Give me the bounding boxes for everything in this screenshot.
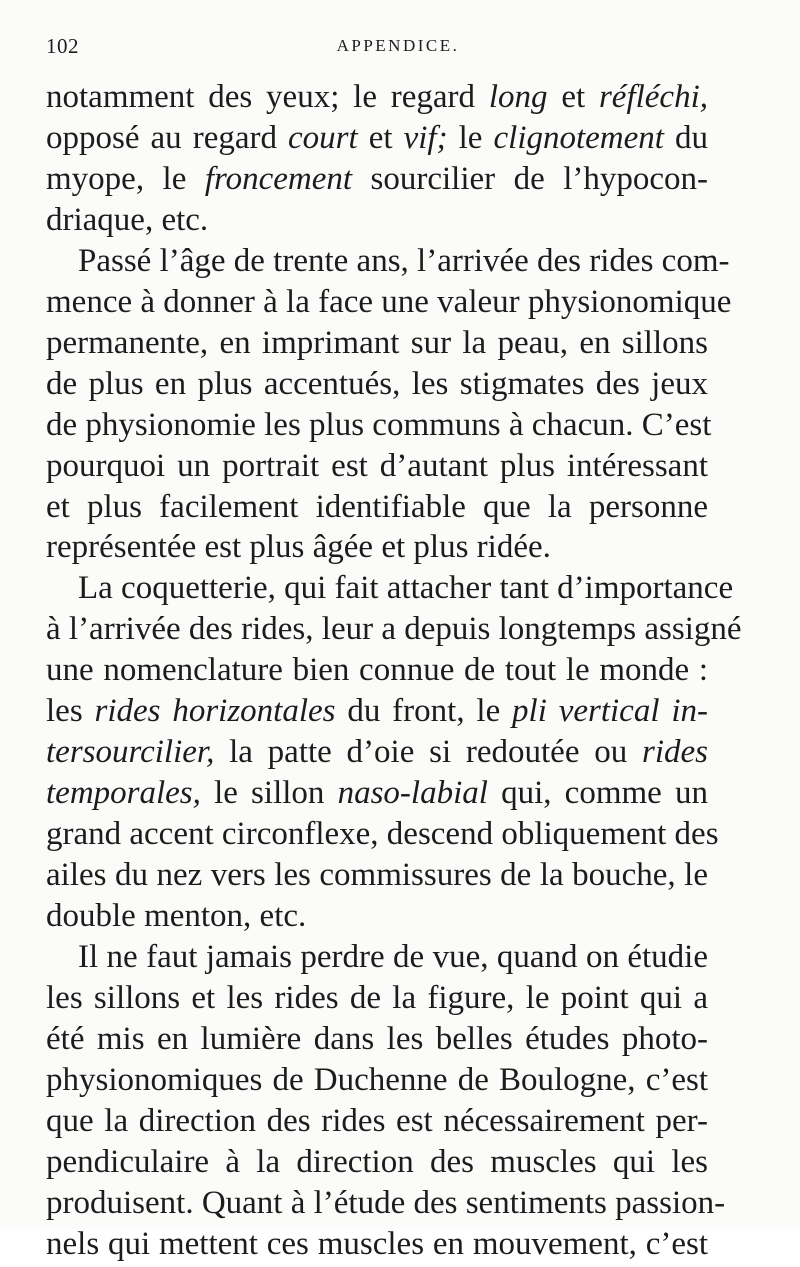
text-run: produisent. Quant à l’étude des sentiments passion- xyxy=(46,1184,726,1221)
text-run: pendiculaire à la direction des muscles qui les xyxy=(46,1143,708,1180)
text-line xyxy=(78,565,734,611)
text-run: le xyxy=(447,119,494,156)
text-line xyxy=(46,74,708,120)
text-run: du xyxy=(663,119,708,156)
text-line xyxy=(46,770,708,816)
text-run: les xyxy=(46,693,95,730)
running-head xyxy=(46,30,710,60)
text-line xyxy=(46,606,742,652)
italic-text: vif; xyxy=(403,119,448,156)
text-line xyxy=(46,115,708,161)
text-run: une nomenclature bien connue de tout le monde : xyxy=(46,652,708,689)
text-line xyxy=(78,934,708,980)
text-run: permanente, en imprimant sur la peau, en sillons xyxy=(46,324,708,361)
italic-text: naso-labial xyxy=(337,775,488,812)
text-run: driaque, etc. xyxy=(46,201,209,238)
italic-text: froncement xyxy=(204,160,353,197)
text-run: ailes du nez vers les commissures de la bouche, le xyxy=(46,857,708,894)
text-run: physionomiques de Duchenne de Boulogne, c’est xyxy=(46,1061,708,1098)
text-run: et plus facilement identifiable que la personne xyxy=(46,488,708,525)
page-number: 102 xyxy=(46,34,79,58)
text-line xyxy=(46,1221,708,1267)
text-line xyxy=(46,852,708,898)
text-line xyxy=(46,647,708,693)
text-line xyxy=(46,320,708,366)
text-line xyxy=(46,524,708,570)
text-line xyxy=(46,1098,708,1144)
text-line xyxy=(46,975,708,1021)
text-line xyxy=(46,893,708,939)
text-run: les sillons et les rides de la figure, le point qui a xyxy=(46,979,708,1016)
italic-text: clignotement xyxy=(493,119,664,156)
italic-text: rides horizontales xyxy=(94,693,336,730)
text-run: et xyxy=(547,79,599,115)
text-run: notamment des yeux; le regard xyxy=(46,79,489,115)
text-run: à l’arrivée des rides, leur a depuis longtemps assigné xyxy=(46,611,742,648)
italic-text: court xyxy=(288,119,358,156)
text-line xyxy=(46,1057,708,1103)
italic-text: réfléchi, xyxy=(598,79,708,115)
text-run: Passé l’âge de trente ans, l’arrivée des rides com- xyxy=(78,242,730,279)
text-run: grand accent circonflexe, descend obliquement des xyxy=(46,816,719,853)
italic-text: long xyxy=(488,79,548,115)
text-run: du front, le xyxy=(335,693,513,730)
italic-text: temporales, xyxy=(46,775,201,812)
text-line xyxy=(46,811,719,857)
italic-text: rides xyxy=(642,734,708,771)
text-run: et xyxy=(357,119,404,156)
text-line xyxy=(46,688,708,734)
text-run: pourquoi un portrait est d’autant plus intéressant xyxy=(46,447,708,484)
text-run: la patte d’oie si redoutée ou xyxy=(214,734,642,771)
text-run: nels qui mettent ces muscles en mouvement, c’est xyxy=(46,1225,708,1262)
text-run: de plus en plus accentués, les stigmates des jeux xyxy=(46,365,708,402)
italic-text: tersourcilier, xyxy=(46,734,215,771)
text-line xyxy=(78,238,730,284)
text-run: opposé au regard xyxy=(46,119,289,156)
text-run: La coquetterie, qui fait attacher tant d’importance xyxy=(78,570,734,607)
text-line xyxy=(46,361,708,407)
text-line xyxy=(46,443,708,489)
text-run: myope, le xyxy=(46,160,205,197)
text-line xyxy=(46,197,708,243)
text-line xyxy=(46,1139,708,1185)
text-line xyxy=(46,729,708,775)
text-run: que la direction des rides est nécessairement per- xyxy=(46,1102,708,1139)
text-line xyxy=(46,1180,726,1226)
text-run: le sillon xyxy=(200,775,338,812)
text-line xyxy=(46,484,708,530)
italic-text: pli vertical in- xyxy=(512,693,708,730)
text-run: sourcilier de l’hypocon- xyxy=(352,160,708,197)
text-run: été mis en lumière dans les belles études photo- xyxy=(46,1020,708,1057)
running-title: APPENDICE. xyxy=(336,36,460,55)
text-line xyxy=(46,279,732,325)
text-run: mence à donner à la face une valeur physionomique xyxy=(46,283,732,320)
text-run: qui, comme un xyxy=(487,775,708,812)
text-line xyxy=(46,402,712,448)
text-run: Il ne faut jamais perdre de vue, quand on étudie xyxy=(78,938,708,975)
text-run: de physionomie les plus communs à chacun. C’est xyxy=(46,406,712,443)
text-run: représentée est plus âgée et plus ridée. xyxy=(46,529,551,566)
text-run: double menton, etc. xyxy=(46,898,307,934)
text-line xyxy=(46,156,708,202)
text-line xyxy=(46,1016,708,1062)
